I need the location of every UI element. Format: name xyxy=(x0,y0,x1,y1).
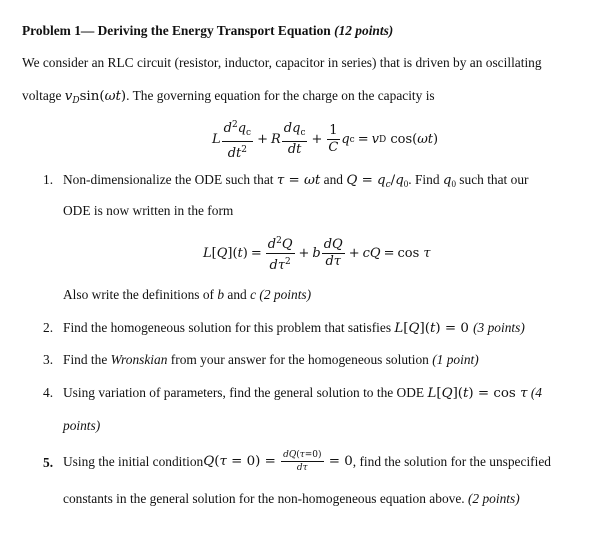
item-number-5: 5. xyxy=(43,455,54,470)
problem-title-text: Problem 1— Deriving the Energy Transport Equation xyxy=(22,23,331,38)
intro-line-1: We consider an RLC circuit (resistor, inductor, capacitor in series) that is driven by an oscillating xyxy=(22,55,542,70)
intro-line-2: voltage $v_D\sin(\omega t)$. The governing equation for the charge on the capacity is xyxy=(22,88,435,106)
voltage-expression: $v_D$ xyxy=(64,89,80,106)
item-number-2: 2. xyxy=(43,320,54,335)
item-1-line-2: ODE is now written in the form xyxy=(63,203,234,218)
item-1-line-1: Non-dimensionalize the ODE such that τ = ωt and $Q = q_c/q_0$. Find $q_0$ such that our xyxy=(63,172,529,190)
item-5-line-1: Using the initial condition Q ( τ = 0) = $\frac{dQ(\tau=0)}{d\tau}$ = 0 , find the solution for the unspecified xyxy=(63,450,551,473)
problem-title xyxy=(22,23,393,39)
item-1-also: Also write the definitions of b and c (2 points) xyxy=(63,287,312,302)
rlc-governing-equation: L $\frac{d^2q_c}{dt^2}$ + R $\frac{dq_c}{dt}$ + $\frac{1}{C}$ q c = v D cos( ωt ) xyxy=(212,120,439,161)
intro-line-2-end: . The governing equation for the charge on the capacity is xyxy=(126,88,435,103)
item-4-line-2: points) xyxy=(63,418,101,433)
nondimensional-ode: L [ Q ]( t ) = $\frac{d^2Q}{d\tau^2}$ + b $\frac{dQ}{d\tau}$ + cQ = cos τ xyxy=(203,236,431,273)
item-number-1: 1. xyxy=(43,172,54,187)
intro-line-2-start: voltage xyxy=(22,88,65,103)
item-5-line-2: constants in the general solution for the non-homogeneous equation above. (2 points) xyxy=(63,491,520,506)
item-number-3: 3. xyxy=(43,352,54,367)
problem-title-points: (12 points) xyxy=(334,23,394,38)
item-number-4: 4. xyxy=(43,385,54,400)
item-3-text: Find the Wronskian from your answer for the homogeneous solution (1 point) xyxy=(63,352,479,367)
item-4-line-1: Using variation of parameters, find the general solution to the ODE L[Q](t) = cos τ (4 xyxy=(63,385,542,401)
item-2-text: Find the homogeneous solution for this problem that satisfies L[Q](t) = 0 (3 points) xyxy=(63,320,525,336)
